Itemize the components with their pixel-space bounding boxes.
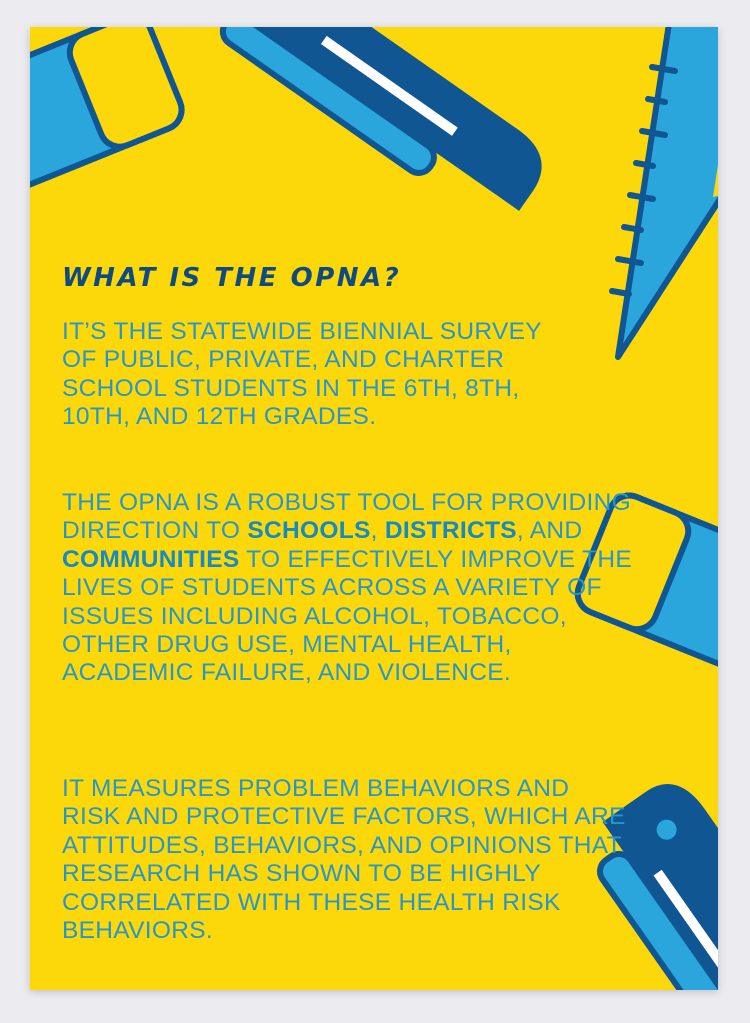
paragraph-tool-purpose <box>62 489 632 688</box>
ruler-icon <box>612 27 718 357</box>
paragraph-text: , AND <box>516 517 583 545</box>
highlight-schools: SCHOOLS <box>247 517 371 545</box>
eraser-icon <box>30 27 188 198</box>
paragraph-measures: IT MEASURES PROBLEM BEHAVIORS AND RISK AND PROTECTIVE FACTORS, WHICH ARE ATTITUDES, BEHAVIORS, AND OPINIONS THAT RESEARCH HAS SHOWN TO BE HIGHLY CORRELATED WITH THESE HEALTH RISK BEHAVIORS. <box>62 775 626 945</box>
opna-poster <box>30 27 718 990</box>
paragraph-text: TO EFFECTIVELY IMPROVE THE LIVES OF STUDENTS ACROSS A VARIETY OF ISSUES INCLUDING ALCOHOL, TOBACCO, OTHER DRUG USE, MENTAL HEALTH, ACADEMIC FAILURE, AND VIOLENCE. <box>62 545 632 687</box>
poster-title: WHAT IS THE OPNA? <box>62 263 402 293</box>
stapler-icon <box>217 27 552 233</box>
paragraph-survey-description: IT’S THE STATEWIDE BIENNIAL SURVEY OF PUBLIC, PRIVATE, AND CHARTER SCHOOL STUDENTS IN THE 6TH, 8TH, 10TH, AND 12TH GRADES. <box>62 318 542 431</box>
paragraph-text: THE OPNA IS A ROBUST TOOL FOR PROVIDING DIRECTION TO <box>62 489 631 545</box>
highlight-districts: DISTRICTS <box>384 517 517 545</box>
paragraph-text: , <box>370 517 385 545</box>
highlight-communities: COMMUNITIES <box>62 545 240 573</box>
